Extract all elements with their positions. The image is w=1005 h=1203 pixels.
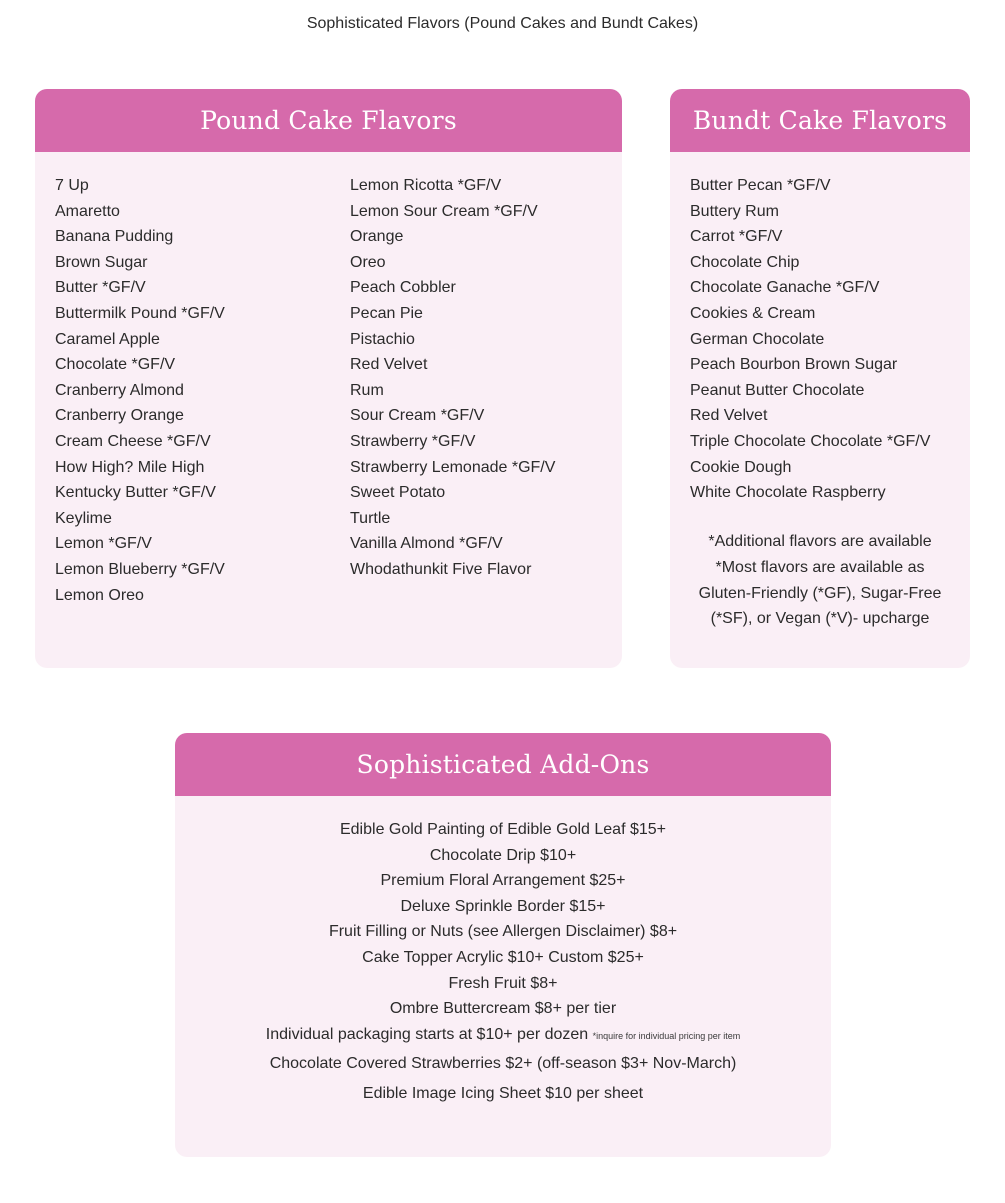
bundt-cake-flavor: Peach Bourbon Brown Sugar	[690, 356, 898, 374]
bundt-cake-flavor: Buttery Rum	[690, 202, 779, 220]
bundt-cake-flavor: Butter Pecan *GF/V	[690, 177, 831, 194]
pound-cake-flavor: Whodathunkit Five Flavor	[350, 560, 532, 578]
addon-item: Edible Gold Painting of Edible Gold Leaf $15+	[339, 821, 666, 838]
pound-cake-flavor: Amaretto	[55, 202, 120, 220]
bundt-cake-flavor: Red Velvet	[690, 407, 768, 425]
bundt-cake-flavor: White Chocolate Raspberry	[690, 484, 886, 502]
packaging-text: Individual packaging starts at $10+ per dozen	[265, 1025, 589, 1043]
pound-cake-flavor: Lemon Sour Cream *GF/V	[350, 202, 538, 220]
packaging-note: *inquire for individual pricing per item	[592, 1030, 741, 1041]
pound-cake-flavor: Rum	[350, 381, 384, 399]
addon-item: Edible Image Icing Sheet $10 per sheet	[362, 1084, 644, 1102]
pound-cake-flavor: Pecan Pie	[350, 304, 423, 322]
pound-cake-heading: Pound Cake Flavors	[35, 89, 622, 152]
addon-item: Ombre Buttercream $8+ per tier	[389, 1000, 617, 1018]
pound-cake-flavor: How High? Mile High	[55, 458, 205, 476]
pound-cake-flavor: Strawberry Lemonade *GF/V	[350, 458, 556, 476]
bundt-cake-flavor: Chocolate Ganache *GF/V	[690, 279, 880, 297]
pound-cake-flavor: Red Velvet	[350, 356, 428, 374]
bundt-cake-heading: Bundt Cake Flavors	[670, 89, 970, 152]
pound-cake-flavor: Strawberry *GF/V	[350, 432, 476, 450]
bundt-cake-flavor: Triple Chocolate Chocolate *GF/V	[690, 432, 931, 450]
pound-cake-flavor: Kentucky Butter *GF/V	[55, 484, 216, 502]
pound-cake-flavor: Pistachio	[350, 330, 415, 348]
pound-cake-list-column-1	[55, 173, 225, 608]
pound-cake-flavor: Oreo	[350, 253, 386, 271]
bundt-cake-flavor: Peanut Butter Chocolate	[690, 381, 865, 399]
bundt-cake-list	[690, 173, 930, 506]
addon-item: Premium Floral Arrangement $25+	[380, 872, 626, 890]
pound-cake-flavor: 7 Up	[55, 177, 89, 194]
bundt-cake-flavor: Cookie Dough	[690, 458, 792, 476]
bundt-cake-card	[670, 89, 970, 668]
pound-cake-flavor: Peach Cobbler	[350, 279, 456, 297]
addon-item: Fresh Fruit $8+	[448, 974, 558, 992]
pound-cake-card	[35, 89, 622, 668]
addons-heading: Sophisticated Add-Ons	[175, 733, 831, 796]
bundt-note-line: *Most flavors are available as	[715, 558, 925, 576]
pound-cake-flavor: Lemon Oreo	[55, 586, 144, 604]
addons-list	[175, 817, 831, 1107]
pound-cake-flavor: Chocolate *GF/V	[55, 356, 176, 374]
pound-cake-flavor: Turtle	[350, 509, 391, 527]
bundt-cake-flavor: Chocolate Chip	[690, 253, 800, 271]
pound-cake-flavor: Cream Cheese *GF/V	[55, 432, 211, 450]
pound-cake-flavor: Butter *GF/V	[55, 279, 146, 297]
bundt-note-line: *Additional flavors are available	[708, 533, 932, 550]
pound-cake-flavor: Buttermilk Pound *GF/V	[55, 304, 225, 322]
pound-cake-flavor: Caramel Apple	[55, 330, 160, 348]
bundt-note-line: Gluten-Friendly (*GF), Sugar-Free	[698, 584, 942, 602]
addon-item: Chocolate Covered Strawberries $2+ (off-season $3+ Nov-March)	[269, 1055, 737, 1073]
pound-cake-flavor: Lemon Ricotta *GF/V	[350, 177, 502, 194]
pound-cake-flavor: Sour Cream *GF/V	[350, 407, 485, 425]
pound-cake-flavor: Vanilla Almond *GF/V	[350, 535, 503, 553]
addon-item: Deluxe Sprinkle Border $15+	[400, 897, 606, 915]
pound-cake-flavor: Lemon Blueberry *GF/V	[55, 560, 225, 578]
pound-cake-flavor: Cranberry Orange	[55, 407, 184, 425]
bundt-cake-flavor: Cookies & Cream	[690, 304, 816, 322]
addon-item: Fruit Filling or Nuts (see Allergen Disclaimer) $8+	[328, 923, 678, 941]
pound-cake-flavor: Brown Sugar	[55, 253, 148, 271]
pound-cake-flavor: Cranberry Almond	[55, 381, 184, 399]
bundt-cake-flavor: German Chocolate	[690, 330, 825, 348]
addon-item-packaging	[175, 1022, 831, 1050]
bundt-cake-flavor: Carrot *GF/V	[690, 228, 783, 246]
pound-cake-list-column-2	[350, 173, 555, 583]
bundt-cake-notes	[670, 529, 970, 632]
addon-item: Chocolate Drip $10+	[429, 846, 577, 864]
pound-cake-flavor: Orange	[350, 228, 404, 246]
page-title: Sophisticated Flavors (Pound Cakes and Bundt Cakes)	[306, 15, 699, 32]
bundt-note-line: (*SF), or Vegan (*V)- upcharge	[710, 610, 930, 628]
addon-item: Cake Topper Acrylic $10+ Custom $25+	[362, 948, 644, 966]
addons-card	[175, 733, 831, 1157]
pound-cake-flavor: Banana Pudding	[55, 228, 174, 246]
pound-cake-flavor: Keylime	[55, 509, 112, 527]
pound-cake-flavor: Lemon *GF/V	[55, 535, 152, 553]
pound-cake-flavor: Sweet Potato	[350, 484, 446, 502]
